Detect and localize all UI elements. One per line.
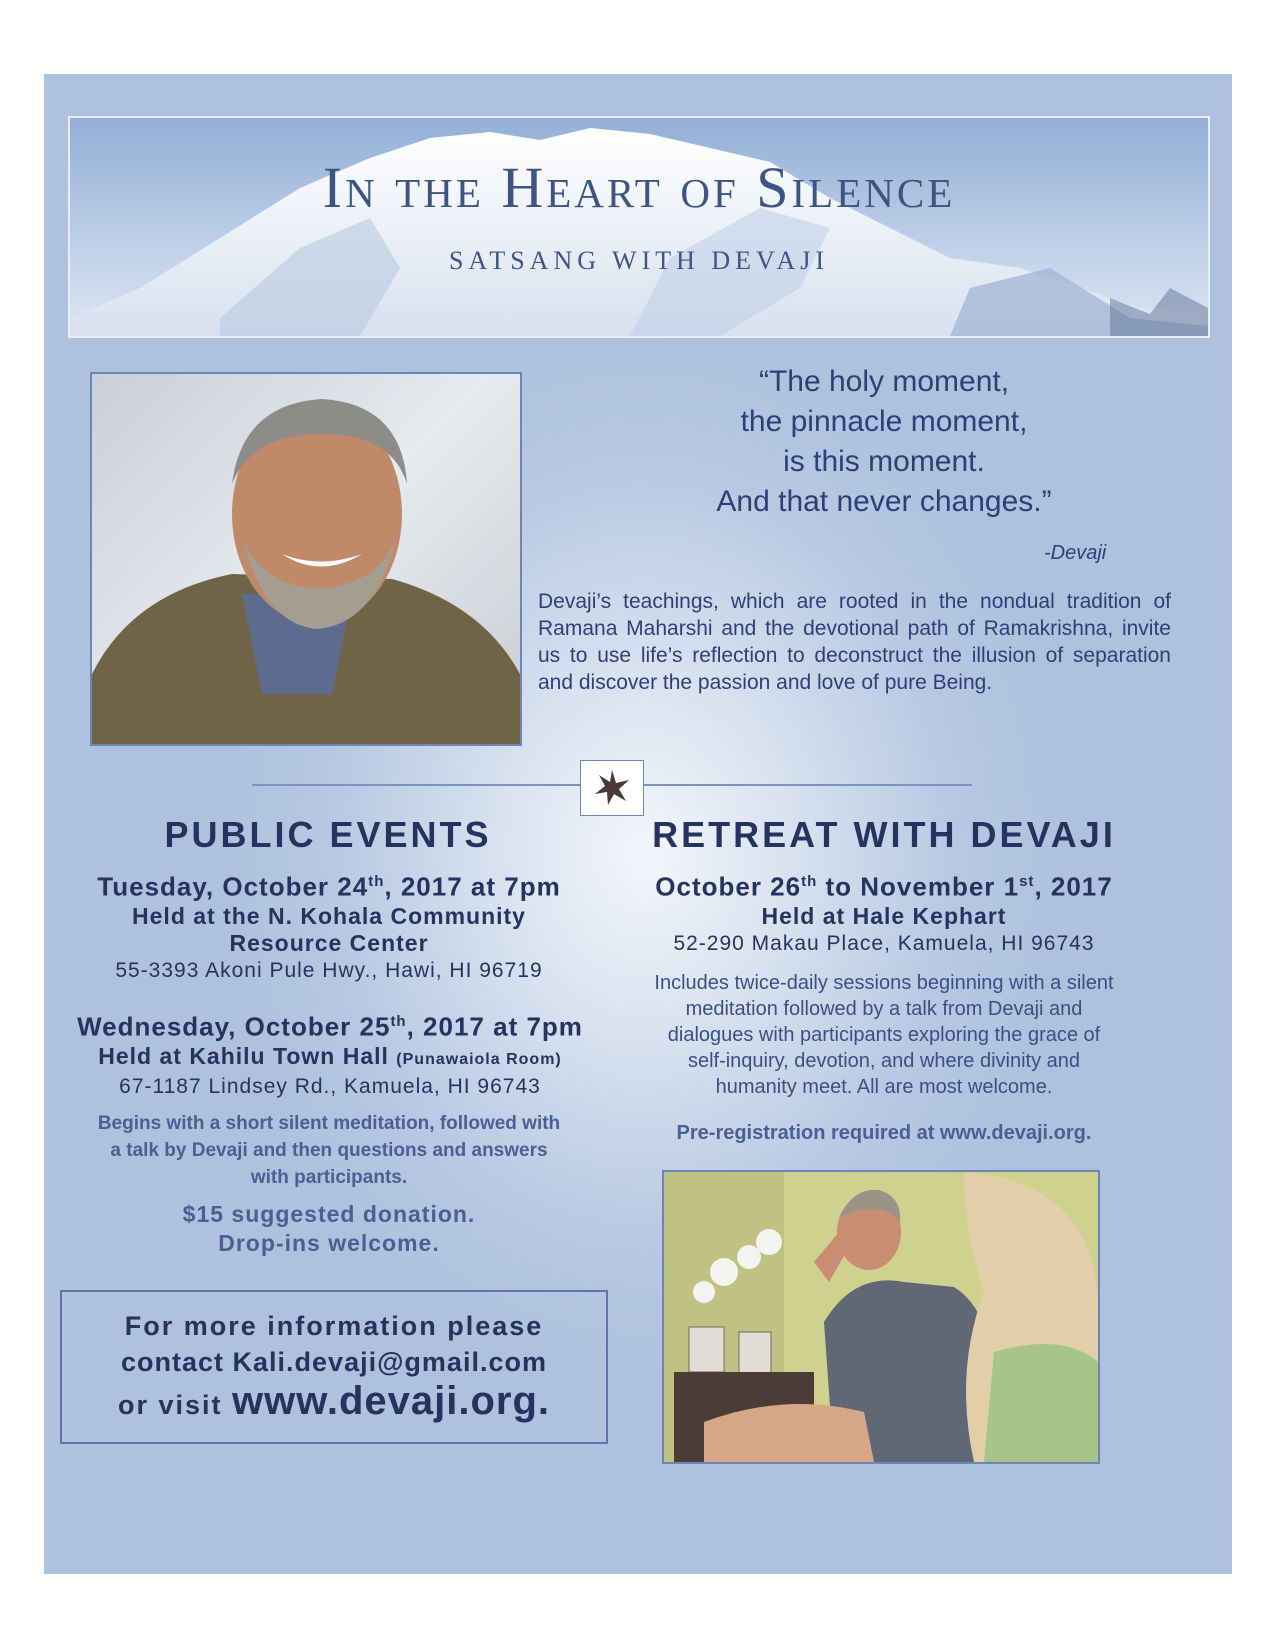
retreat-description: Includes twice-daily sessions beginning with a silent meditation followed by a talk from Devaji and dialogues with participants exploring the grace of self-inquiry, devotion, and where divinity and humanity meet. All are most welcome. (654, 972, 1114, 1098)
retreat-venue: Held at Hale Kephart (761, 902, 1007, 929)
event-2-address: 67-1187 Lindsey Rd., Kamuela, HI 96743 (119, 1074, 541, 1098)
mountain-image (70, 118, 1208, 336)
divider-right (642, 784, 972, 786)
flyer (44, 74, 1232, 1574)
contact-email[interactable]: contact Kali.devaji@gmail.com (121, 1347, 547, 1377)
retreat-date: October 26th to November 1st, 2017 (655, 871, 1113, 902)
event-2-date: Wednesday, October 25th, 2017 at 7pm (77, 1011, 583, 1042)
public-events-heading: PUBLIC EVENTS (164, 814, 492, 855)
registration-note: Pre-registration required at www.devaji.org. (676, 1122, 1092, 1144)
event-1-date: Tuesday, October 24th, 2017 at 7pm (97, 871, 561, 902)
quote-line: And that never changes.” (716, 485, 1052, 518)
starburst-icon (580, 760, 644, 816)
devaji-portrait-photo (90, 372, 522, 746)
retreat-heading: RETREAT WITH DEVAJI (652, 814, 1116, 855)
retreat-address: 52-290 Makau Place, Kamuela, HI 96743 (673, 931, 1095, 955)
retreat-event (604, 866, 1164, 957)
public-event-2 (50, 1006, 610, 1100)
divider-left (252, 784, 580, 786)
retreat-photo (662, 1170, 1100, 1464)
banner-subtitle: SATSANG WITH DEVAJI (448, 246, 830, 275)
quote-author: -Devaji (1044, 542, 1107, 564)
contact-box (60, 1290, 608, 1444)
quote (604, 362, 1164, 522)
public-events-description: Begins with a short silent meditation, followed with a talk by Devaji and then questions and answers with participants. (97, 1113, 561, 1188)
event-1-address: 55-3393 Akoni Pule Hwy., Hawi, HI 96719 (115, 958, 543, 982)
donation-info: $15 suggested donation. Drop-ins welcome. (182, 1201, 476, 1256)
banner-title: In the Heart of Silence (322, 155, 956, 220)
event-1-venue: Held at the N. Kohala Community (132, 902, 526, 929)
event-1-venue-line2: Resource Center (229, 929, 429, 956)
quote-line: the pinnacle moment, (740, 405, 1028, 438)
mountain-banner (68, 116, 1210, 338)
contact-website-line: or visit www.devaji.org. (117, 1379, 551, 1423)
quote-line: “The holy moment, (758, 365, 1010, 398)
event-2-venue: Held at Kahilu Town Hall (Punawaiola Room) (98, 1042, 562, 1069)
public-event-1 (44, 866, 614, 984)
intro-paragraph: Devaji’s teachings, which are rooted in the nondual tradition of Ramana Maharshi and the devotional path of Ramakrishna, invite us to use life’s reflection to deconstruct the illusion of separation and discover the passion and love of pure Being. (538, 590, 1171, 694)
website-link[interactable]: www.devaji.org. (232, 1379, 551, 1423)
contact-line-1: For more information please (124, 1311, 544, 1341)
quote-line: is this moment. (783, 445, 985, 478)
